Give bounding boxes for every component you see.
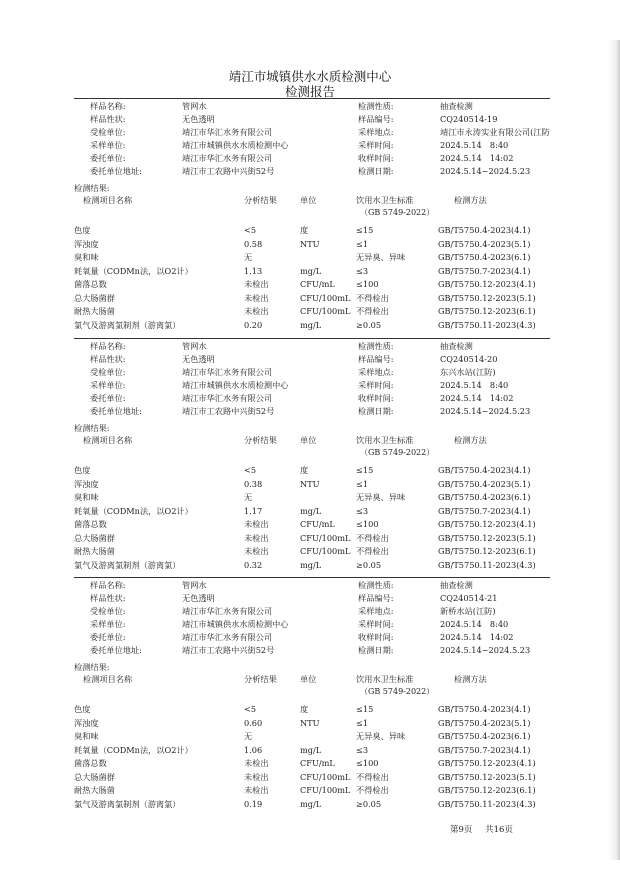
field-label-sampler: 采样单位:	[90, 619, 126, 629]
field-value-sampling-time: 2024.5.14 8:40	[440, 140, 509, 150]
header-method: 检测方法	[454, 674, 487, 684]
field-value-sampling-site: 东兴水站(江防)	[440, 367, 496, 377]
result-unit: 度	[300, 465, 309, 475]
field-value-receive-time: 2024.5.14 14:02	[440, 393, 514, 403]
results-label: 检测结果:	[74, 423, 110, 433]
result-value: 未检出	[244, 532, 269, 543]
field-label-sample-no: 样品编号:	[358, 354, 394, 364]
field-label-sample-no: 样品编号:	[358, 593, 394, 603]
header-standard: 饮用水卫生标准	[356, 435, 414, 445]
field-value-sample-state: 无色透明	[182, 114, 215, 124]
result-standard: 无异臭、异味	[356, 492, 406, 502]
result-value: 无	[244, 252, 253, 262]
field-value-sample-name: 管网水	[182, 101, 207, 111]
result-value: 未检出	[244, 771, 269, 782]
result-item: 色度	[74, 225, 91, 235]
field-value-test-date: 2024.5.14~2024.5.23	[440, 166, 531, 176]
field-label-sample-name: 样品名称:	[90, 101, 126, 111]
field-value-client: 靖江市华汇水务有限公司	[182, 606, 273, 616]
result-unit: NTU	[300, 238, 320, 249]
result-method: GB/T5750.12-2023(6.1)	[438, 546, 536, 556]
field-label-sampling-site: 采样地点:	[358, 606, 394, 616]
header-standard: 饮用水卫生标准	[356, 674, 414, 684]
result-method: GB/T5750.11-2023(4.3)	[438, 559, 536, 570]
result-value: 0.20	[244, 319, 263, 330]
result-value: 1.17	[244, 505, 263, 516]
field-label-sampling-site: 采样地点:	[358, 127, 394, 137]
result-unit: mg/L	[300, 798, 322, 809]
result-method: GB/T5750.12-2023(5.1)	[438, 771, 536, 782]
result-standard: 无异臭、异味	[356, 731, 406, 741]
header-item: 检测项目名称	[83, 435, 133, 445]
field-label-entrust: 委托单位:	[90, 393, 126, 403]
result-standard: ≤100	[356, 758, 379, 768]
field-value-sample-type: 抽查检测	[440, 580, 473, 590]
result-standard: ≥0.05	[356, 559, 382, 570]
result-value: 无	[244, 492, 253, 502]
field-label-sampler: 采样单位:	[90, 380, 126, 390]
field-value-sampler: 靖江市城镇供水水质检测中心	[182, 140, 289, 150]
result-method: GB/T5750.12-2023(5.1)	[438, 532, 536, 543]
result-standard: 不得检出	[356, 771, 389, 782]
header-item: 检测项目名称	[83, 195, 133, 205]
result-value: 未检出	[244, 306, 269, 316]
field-label-sample-name: 样品名称:	[90, 580, 126, 590]
field-value-client: 靖江市华汇水务有限公司	[182, 127, 273, 137]
header-method: 检测方法	[454, 195, 487, 205]
result-unit: mg/L	[300, 319, 322, 330]
results-label: 检测结果:	[74, 662, 110, 672]
field-label-sample-type: 检测性质:	[358, 580, 394, 590]
header-result: 分析结果	[244, 674, 277, 684]
result-item: 总大肠菌群	[74, 771, 115, 782]
field-value-entrust-addr: 靖江市工农路中兴街52号	[182, 406, 275, 416]
field-value-test-date: 2024.5.14~2024.5.23	[440, 645, 531, 655]
result-method: GB/T5750.7-2023(4.1)	[438, 505, 531, 516]
result-unit: mg/L	[300, 505, 322, 516]
result-value: 0.58	[244, 238, 263, 249]
result-standard: ≥0.05	[356, 319, 382, 330]
header-standard-sub: （GB 5749-2022）	[360, 208, 435, 217]
result-standard: ≤3	[356, 505, 369, 516]
header-standard-sub: （GB 5749-2022）	[360, 687, 435, 696]
result-value: 0.19	[244, 798, 263, 809]
result-unit: NTU	[300, 478, 320, 489]
field-value-sample-state: 无色透明	[182, 354, 215, 364]
result-unit: CFU/100mL	[300, 546, 351, 556]
result-item: 浑浊度	[74, 478, 99, 489]
field-label-sample-name: 样品名称:	[90, 341, 126, 351]
field-label-receive-time: 收样时间:	[358, 153, 394, 163]
field-label-test-date: 检测日期:	[358, 645, 394, 655]
field-label-test-date: 检测日期:	[358, 166, 394, 176]
result-value: 未检出	[244, 758, 269, 768]
result-unit: CFU/100mL	[300, 306, 351, 316]
field-label-sample-state: 样品性状:	[90, 354, 126, 364]
field-label-sample-no: 样品编号:	[358, 114, 394, 124]
result-method: GB/T5750.11-2023(4.3)	[438, 319, 536, 330]
result-standard: ≥0.05	[356, 798, 382, 809]
field-label-client: 受检单位:	[90, 606, 126, 616]
result-standard: ≤1	[356, 717, 369, 728]
field-value-entrust-addr: 靖江市工农路中兴街52号	[182, 166, 275, 176]
field-label-sample-type: 检测性质:	[358, 341, 394, 351]
report-subtitle: 检测报告	[284, 84, 335, 99]
field-value-sampler: 靖江市城镇供水水质检测中心	[182, 619, 289, 629]
result-value: <5	[244, 225, 257, 235]
field-value-receive-time: 2024.5.14 14:02	[440, 153, 514, 163]
result-standard: ≤1	[356, 478, 369, 489]
sample-block	[74, 338, 550, 569]
field-value-entrust: 靖江市华汇水务有限公司	[182, 393, 273, 403]
result-value: <5	[244, 465, 257, 475]
result-standard: 不得检出	[356, 546, 389, 556]
field-label-entrust-addr: 委托单位地址:	[90, 166, 142, 176]
field-label-client: 受检单位:	[90, 367, 126, 377]
result-item: 耗氧量（CODMn法，以O2计）	[74, 265, 193, 276]
result-method: GB/T5750.4-2023(6.1)	[438, 252, 531, 262]
page-edge-shadow	[608, 40, 620, 860]
field-value-sampling-site: 新桥水站(江防)	[440, 606, 496, 616]
result-unit: CFU/100mL	[300, 785, 351, 795]
field-label-sample-type: 检测性质:	[358, 101, 394, 111]
result-item: 菌落总数	[74, 279, 107, 289]
result-method: GB/T5750.7-2023(4.1)	[438, 265, 531, 276]
result-standard: 不得检出	[356, 292, 389, 303]
field-label-sampler: 采样单位:	[90, 140, 126, 150]
field-label-sampling-time: 采样时间:	[358, 380, 394, 390]
header-item: 检测项目名称	[83, 674, 133, 684]
sample-block	[74, 577, 550, 808]
field-label-test-date: 检测日期:	[358, 406, 394, 416]
result-item: 菌落总数	[74, 519, 107, 529]
field-value-sample-name: 管网水	[182, 580, 207, 590]
page-total: 共16页	[485, 825, 513, 835]
report-org-title: 靖江市城镇供水水质检测中心	[228, 69, 392, 84]
result-method: GB/T5750.12-2023(6.1)	[438, 785, 536, 795]
result-standard: 无异臭、异味	[356, 252, 406, 262]
result-standard: 不得检出	[356, 532, 389, 543]
result-item: 耐热大肠菌	[74, 785, 115, 795]
sample-block	[74, 98, 550, 329]
result-item: 总大肠菌群	[74, 532, 115, 543]
result-unit: CFU/mL	[300, 279, 335, 289]
result-item: 臭和味	[74, 492, 99, 502]
result-standard: 不得检出	[356, 785, 389, 795]
field-value-sampling-time: 2024.5.14 8:40	[440, 619, 509, 629]
result-value: 未检出	[244, 292, 269, 303]
result-standard: ≤15	[356, 704, 374, 714]
result-method: GB/T5750.4-2023(6.1)	[438, 492, 531, 502]
field-label-entrust-addr: 委托单位地址:	[90, 645, 142, 655]
result-standard: 不得检出	[356, 306, 389, 316]
result-method: GB/T5750.4-2023(4.1)	[438, 465, 531, 475]
field-label-client: 受检单位:	[90, 127, 126, 137]
header-standard-sub: （GB 5749-2022）	[360, 448, 435, 457]
result-value: 0.38	[244, 478, 263, 489]
field-label-sample-state: 样品性状:	[90, 114, 126, 124]
result-method: GB/T5750.12-2023(4.1)	[438, 758, 536, 768]
result-standard: ≤15	[356, 465, 374, 475]
result-item: 总大肠菌群	[74, 292, 115, 303]
field-label-entrust-addr: 委托单位地址:	[90, 406, 142, 416]
header-unit: 单位	[300, 674, 317, 684]
result-unit: CFU/100mL	[300, 292, 351, 303]
field-value-sample-state: 无色透明	[182, 593, 215, 603]
field-label-sampling-time: 采样时间:	[358, 140, 394, 150]
field-label-sampling-site: 采样地点:	[358, 367, 394, 377]
result-method: GB/T5750.12-2023(4.1)	[438, 279, 536, 289]
result-item: 氯气及游离氯制剂（游离氯）	[74, 319, 181, 330]
result-item: 臭和味	[74, 731, 99, 741]
result-value: 0.60	[244, 717, 263, 728]
result-unit: CFU/mL	[300, 758, 335, 768]
result-method: GB/T5750.12-2023(5.1)	[438, 292, 536, 303]
result-item: 耐热大肠菌	[74, 306, 115, 316]
result-value: 1.06	[244, 744, 263, 755]
results-label: 检测结果:	[74, 183, 110, 193]
header-result: 分析结果	[244, 435, 277, 445]
result-unit: CFU/100mL	[300, 771, 351, 782]
field-value-sample-no: CQ240514-21	[440, 593, 498, 603]
result-unit: 度	[300, 704, 309, 714]
result-standard: ≤3	[356, 265, 369, 276]
result-unit: mg/L	[300, 559, 322, 570]
field-label-entrust: 委托单位:	[90, 153, 126, 163]
result-unit: CFU/mL	[300, 519, 335, 529]
field-value-entrust: 靖江市华汇水务有限公司	[182, 632, 273, 642]
field-label-receive-time: 收样时间:	[358, 632, 394, 642]
header-method: 检测方法	[454, 435, 487, 445]
result-method: GB/T5750.11-2023(4.3)	[438, 798, 536, 809]
result-item: 耗氧量（CODMn法，以O2计）	[74, 744, 193, 755]
header-unit: 单位	[300, 435, 317, 445]
result-standard: ≤100	[356, 519, 379, 529]
result-item: 色度	[74, 465, 91, 475]
result-method: GB/T5750.4-2023(6.1)	[438, 731, 531, 741]
result-value: 未检出	[244, 279, 269, 289]
field-value-sample-no: CQ240514-19	[440, 114, 498, 124]
result-value: 未检出	[244, 519, 269, 529]
page-footer	[450, 823, 523, 835]
header-result: 分析结果	[244, 195, 277, 205]
header-unit: 单位	[300, 195, 317, 205]
page-number: 第9页	[450, 825, 473, 835]
result-method: GB/T5750.4-2023(4.1)	[438, 704, 531, 714]
result-method: GB/T5750.4-2023(5.1)	[438, 238, 531, 249]
field-value-sampler: 靖江市城镇供水水质检测中心	[182, 380, 289, 390]
field-value-entrust: 靖江市华汇水务有限公司	[182, 153, 273, 163]
result-item: 氯气及游离氯制剂（游离氯）	[74, 798, 181, 809]
result-standard: ≤1	[356, 238, 369, 249]
field-value-sampling-site: 靖江市永涛实业有限公司(江防	[440, 127, 550, 137]
field-value-receive-time: 2024.5.14 14:02	[440, 632, 514, 642]
result-item: 氯气及游离氯制剂（游离氯）	[74, 559, 181, 570]
result-method: GB/T5750.4-2023(5.1)	[438, 717, 531, 728]
result-item: 臭和味	[74, 252, 99, 262]
result-item: 浑浊度	[74, 238, 99, 249]
field-value-sample-type: 抽查检测	[440, 341, 473, 351]
result-method: GB/T5750.12-2023(6.1)	[438, 306, 536, 316]
field-value-sample-name: 管网水	[182, 341, 207, 351]
result-unit: NTU	[300, 717, 320, 728]
result-value: 1.13	[244, 265, 263, 276]
result-value: <5	[244, 704, 257, 714]
field-value-sample-no: CQ240514-20	[440, 354, 498, 364]
result-value: 未检出	[244, 546, 269, 556]
result-item: 色度	[74, 704, 91, 714]
result-unit: mg/L	[300, 744, 322, 755]
result-item: 菌落总数	[74, 758, 107, 768]
field-value-sampling-time: 2024.5.14 8:40	[440, 380, 509, 390]
result-standard: ≤15	[356, 225, 374, 235]
field-value-entrust-addr: 靖江市工农路中兴街52号	[182, 645, 275, 655]
field-label-receive-time: 收样时间:	[358, 393, 394, 403]
field-value-client: 靖江市华汇水务有限公司	[182, 367, 273, 377]
result-unit: mg/L	[300, 265, 322, 276]
result-method: GB/T5750.12-2023(4.1)	[438, 519, 536, 529]
result-method: GB/T5750.4-2023(4.1)	[438, 225, 531, 235]
field-label-sampling-time: 采样时间:	[358, 619, 394, 629]
result-item: 耐热大肠菌	[74, 546, 115, 556]
result-value: 0.32	[244, 559, 263, 570]
result-unit: 度	[300, 225, 309, 235]
field-value-test-date: 2024.5.14~2024.5.23	[440, 406, 531, 416]
result-standard: ≤100	[356, 279, 379, 289]
result-value: 无	[244, 731, 253, 741]
field-value-sample-type: 抽查检测	[440, 101, 473, 111]
result-item: 耗氧量（CODMn法，以O2计）	[74, 505, 193, 516]
result-standard: ≤3	[356, 744, 369, 755]
result-value: 未检出	[244, 785, 269, 795]
result-method: GB/T5750.4-2023(5.1)	[438, 478, 531, 489]
field-label-sample-state: 样品性状:	[90, 593, 126, 603]
header-standard: 饮用水卫生标准	[356, 195, 414, 205]
field-label-entrust: 委托单位:	[90, 632, 126, 642]
result-method: GB/T5750.7-2023(4.1)	[438, 744, 531, 755]
result-item: 浑浊度	[74, 717, 99, 728]
result-unit: CFU/100mL	[300, 532, 351, 543]
